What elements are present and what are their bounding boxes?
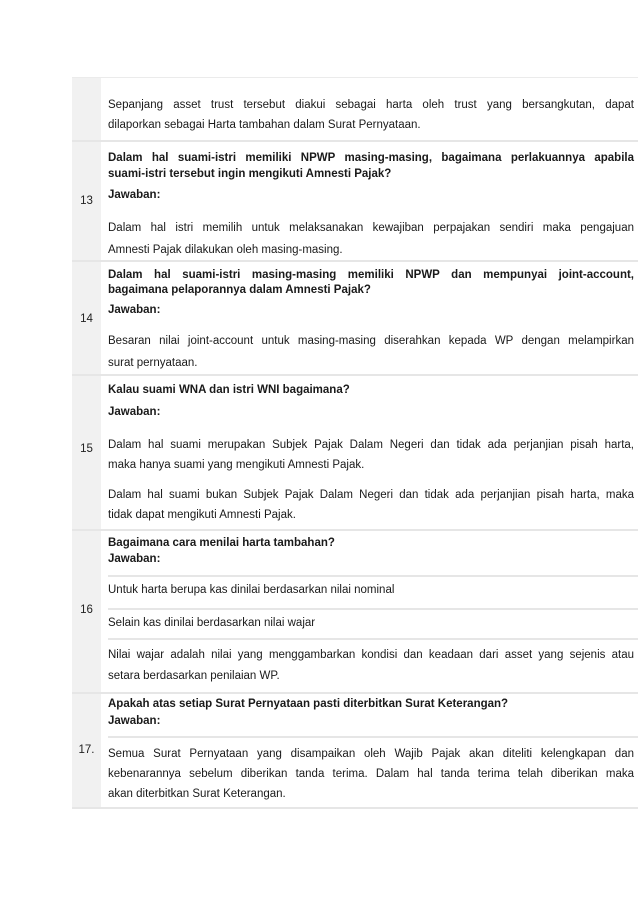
row-number: 14 [80,313,93,325]
faq-row-17 [72,694,638,809]
answer-label: Jawaban: [108,715,161,727]
answer-text-line: Dalam hal suami bukan Subjek Pajak Dalam Negeri dan tidak ada perjanjian pisah harta, maka [108,489,634,501]
question-text-line: bagaimana pelaporannya dalam Amnesti Pajak? [108,284,371,296]
question-text-line: suami-istri tersebut ingin mengikuti Amnesti Pajak? [108,168,392,180]
faq-table [72,77,638,809]
answer-label: Jawaban: [108,304,161,316]
answer-text-line: setara berdasarkan penilaian WP. [108,670,280,682]
answer-text-line: Besaran nilai joint-account untuk masing-masing diserahkan kepada WP dengan melampirkan [108,335,634,347]
number-cell [72,142,101,260]
question-text-line: Kalau suami WNA dan istri WNI bagaimana? [108,384,350,396]
faq-row-16 [72,531,638,694]
row-number: 17. [78,744,95,756]
answer-text-line: tidak dapat mengikuti Amnesti Pajak. [108,509,296,521]
paragraph-divider [108,608,638,610]
question-text-line: Apakah atas setiap Surat Pernyataan pasti diterbitkan Surat Keterangan? [108,698,509,710]
number-cell [72,694,101,807]
answer-text-line: akan diterbitkan Surat Keterangan. [108,788,286,800]
row-number: 13 [80,195,93,207]
answer-text-line: Semua Surat Pernyataan yang disampaikan oleh Wajib Pajak akan diteliti kelengkapan dan [108,748,634,760]
answer-text-line: Nilai wajar adalah nilai yang menggambarkan kondisi dan keadaan dari asset yang sejenis atau [108,649,634,661]
answer-text-line: kebenarannya sebelum diberikan tanda terima. Dalam hal tanda terima telah diberikan maka [108,768,634,780]
paragraph-divider [108,638,638,640]
faq-row-14 [72,262,638,376]
faq-row-13 [72,142,638,262]
question-text-line: Bagaimana cara menilai harta tambahan? [108,537,335,549]
answer-text-line: Dalam hal suami merupakan Subjek Pajak Dalam Negeri dan tidak ada perjanjian pisah harta, [108,439,634,451]
number-cell [72,376,101,529]
answer-label: Jawaban: [108,406,161,418]
row-number: 16 [80,604,93,616]
question-text-line: Dalam hal suami-istri memiliki NPWP masing-masing, bagaimana perlakuannya apabila [108,152,634,164]
number-cell [72,262,101,374]
answer-label: Jawaban: [108,553,161,565]
number-cell [72,78,101,140]
faq-row-12-continuation [72,78,638,142]
answer-text-line: Amnesti Pajak dilakukan oleh masing-masing. [108,244,343,256]
row-number: 15 [80,443,93,455]
paragraph-divider [108,575,638,577]
faq-row-15 [72,376,638,531]
number-cell [72,531,101,692]
answer-label: Jawaban: [108,189,161,201]
answer-text-line: dilaporkan sebagai Harta tambahan dalam Surat Pernyataan. [108,119,421,131]
answer-text-line: surat pernyataan. [108,357,198,369]
answer-text-line: Selain kas dinilai berdasarkan nilai wajar [108,617,316,629]
answer-text-line: Sepanjang asset trust tersebut diakui sebagai harta oleh trust yang bersangkutan, dapat [108,99,634,111]
answer-text-line: Dalam hal istri memilih untuk melaksanakan kewajiban perpajakan sendiri maka pengajuan [108,222,634,234]
paragraph-divider [108,736,638,738]
answer-text-line: Untuk harta berupa kas dinilai berdasarkan nilai nominal [108,584,395,596]
answer-text-line: maka hanya suami yang mengikuti Amnesti Pajak. [108,459,365,471]
question-text-line: Dalam hal suami-istri masing-masing memiliki NPWP dan mempunyai joint-account, [108,269,634,281]
